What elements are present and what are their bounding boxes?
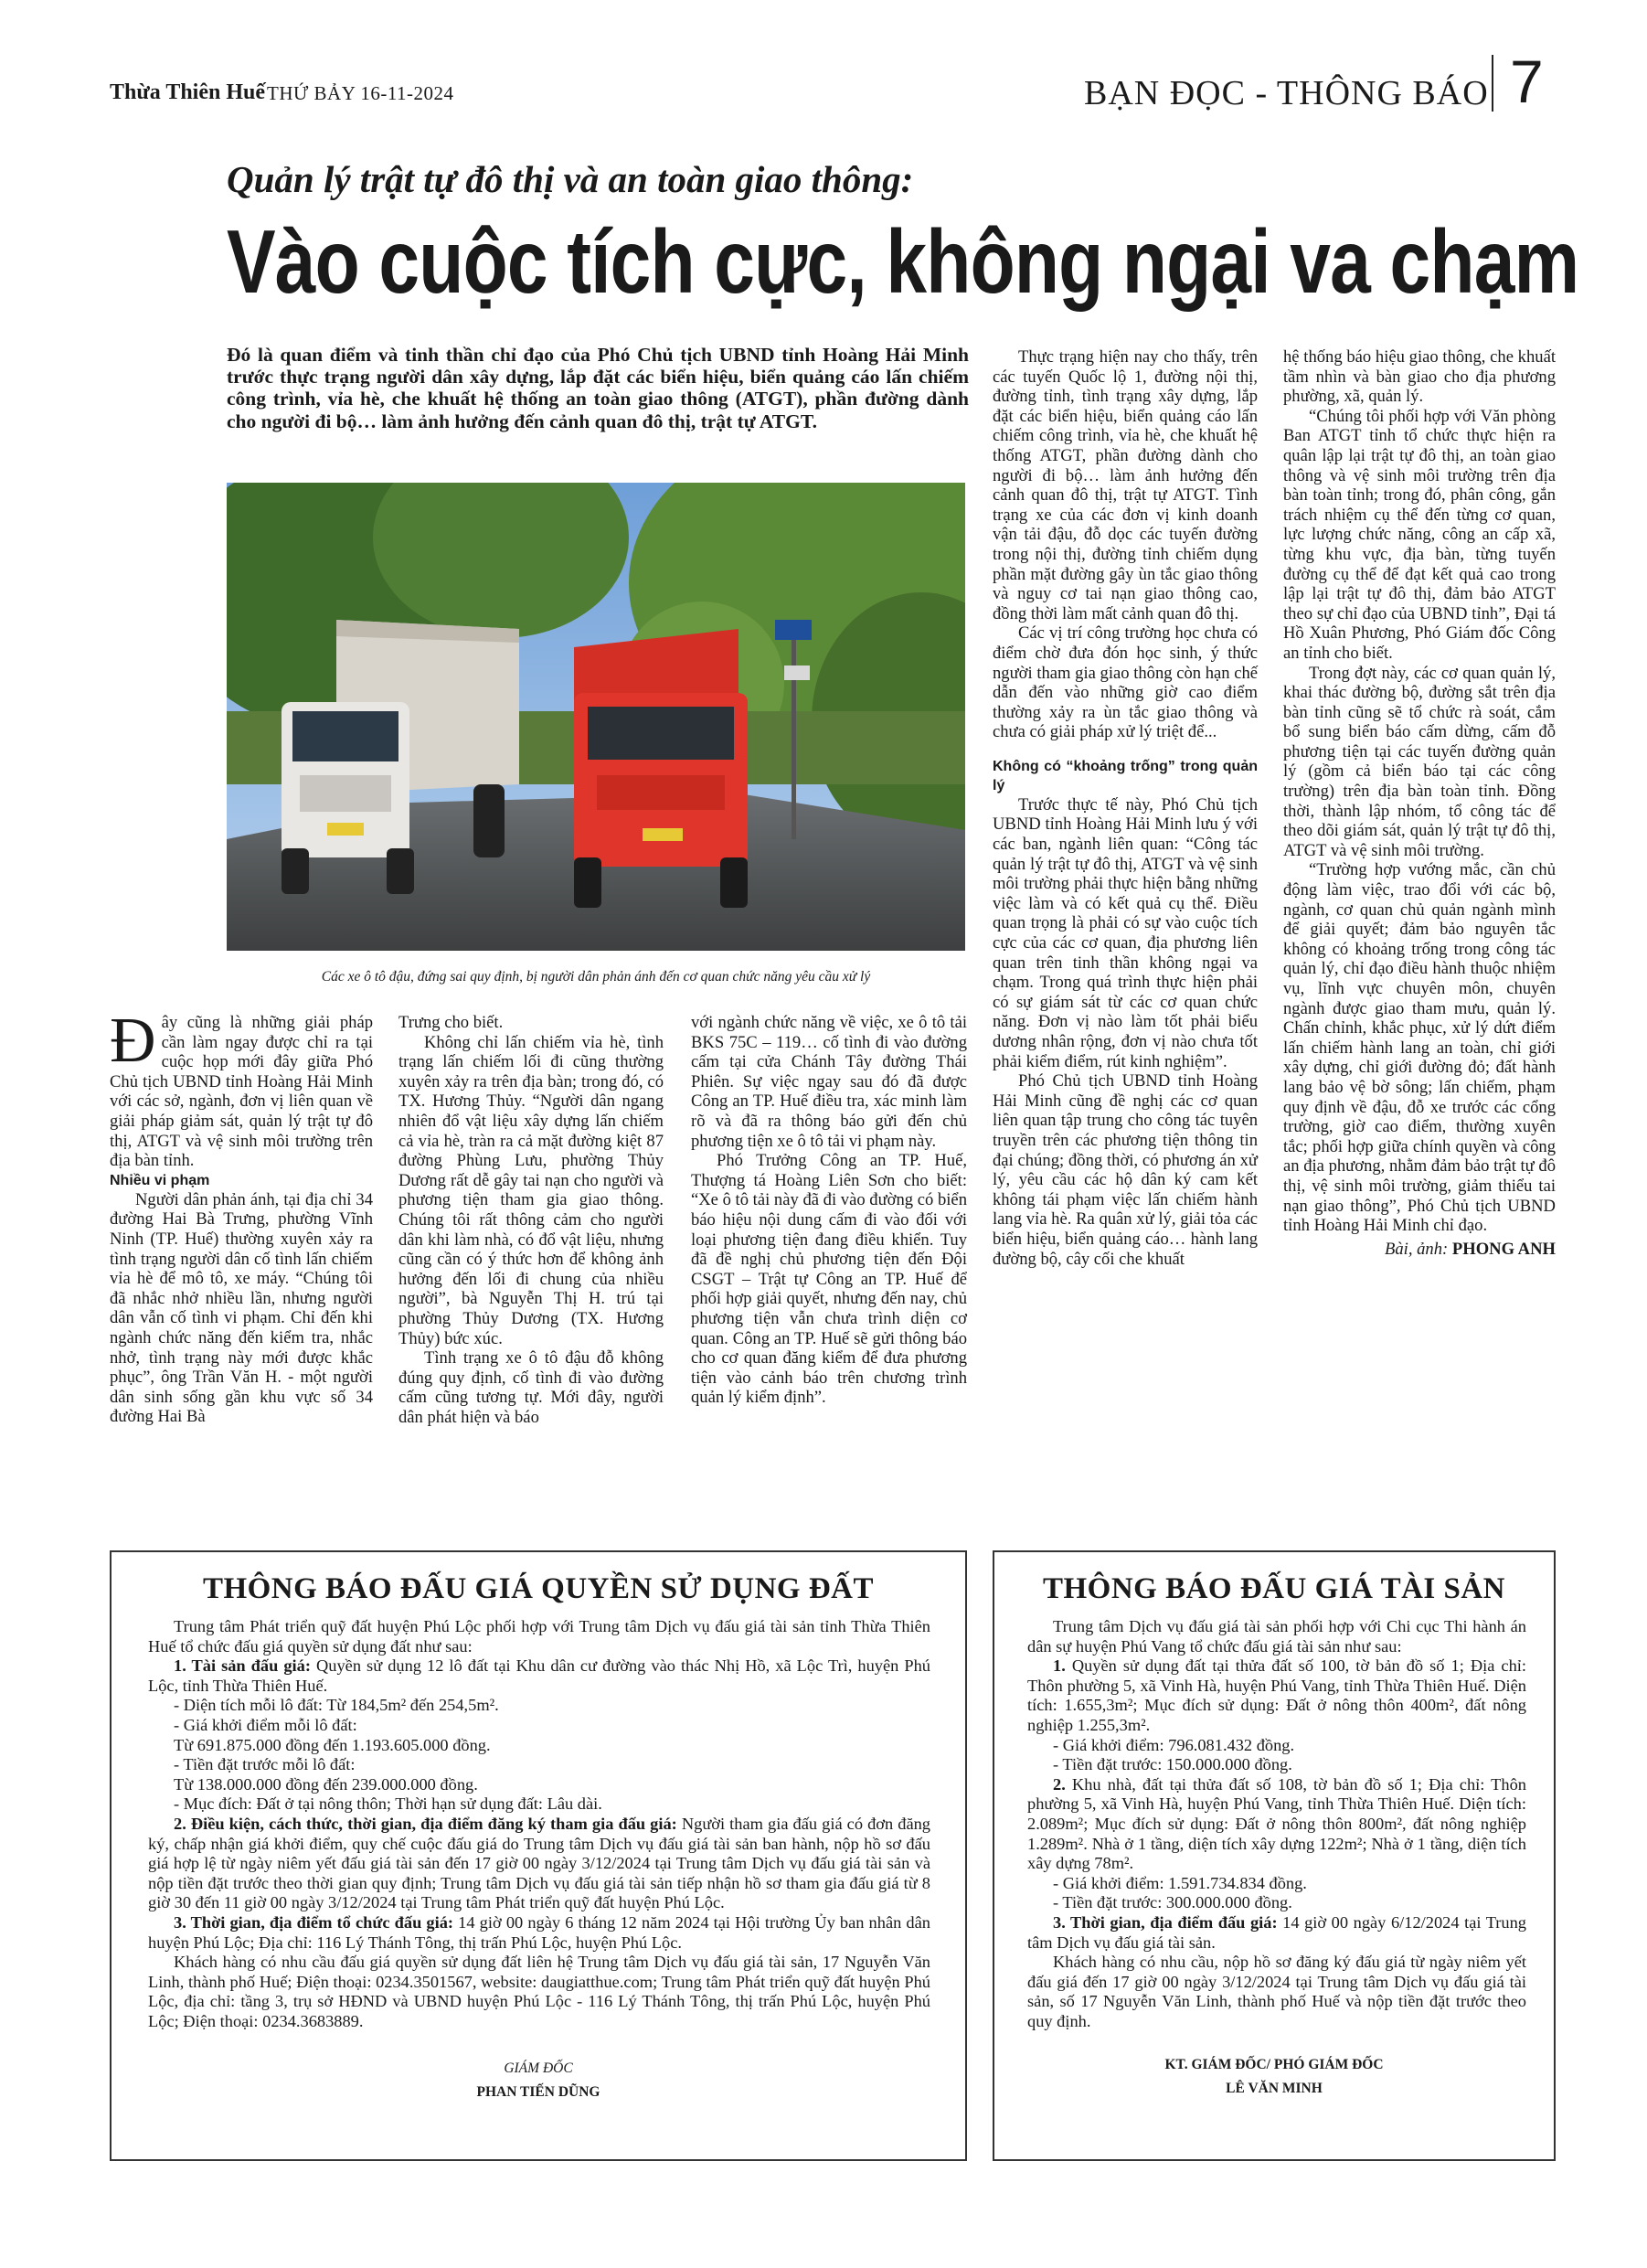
signer-role: GIÁM ĐỐC: [504, 2060, 573, 2077]
article-paragraph: “Chúng tôi phối hợp với Văn phòng Ban ATGT tỉnh tổ chức thực hiện ra quân lập lại trật tự đô thị, an toàn giao thông và vệ sinh môi trường trên địa bàn toàn tỉnh; trong đó, phân công, gắn trách nhiệm cụ thể đến từng cơ quan, lực lượng chức năng, công an cấp xã, từng khu vực, địa bàn, từng tuyến đường cụ thể để đạt kết quả cao trong lập lại trật tự đô thị, đảm bảo ATGT theo sự chỉ đạo của UBND tỉnh”, Đại tá Hồ Xuân Phương, Phó Giám đốc Công an tỉnh cho biết.: [1283, 406, 1556, 663]
byline-label: Bài, ảnh:: [1385, 1239, 1449, 1259]
notice-paragraph: Trung tâm Dịch vụ đấu giá tài sản phối hợp với Chi cục Thi hành án dân sự huyện Phú Vang tổ chức đấu giá tài sản như sau:: [1027, 1617, 1526, 1656]
drop-cap: Đ: [110, 1006, 156, 1076]
notice-line: - Giá khởi điểm: 1.591.734.834 đồng.: [1053, 1873, 1307, 1892]
article-paragraph: ây cũng là những giải pháp cần làm ngay được chỉ ra tại cuộc họp mới đây giữa Phó Chủ tịch UBND tỉnh Hoàng Hải Minh với các sở, ngành, đơn vị liên quan về giải pháp giảm sát, quản lý trật tự đô thị, ATGT và vệ sinh môi trường trên địa bàn tỉnh.: [110, 1013, 373, 1171]
notice-body: [148, 1617, 930, 2031]
article-column-2: [398, 1013, 664, 1427]
notice-line: Từ 691.875.000 đồng đến 1.193.605.000 đồng.: [174, 1735, 491, 1754]
notice-text: Khu nhà, đất tại thửa đất số 108, tờ bản đồ số 1; Địa chỉ: Thôn phường 5, xã Vinh Hà, huyện Phú Vang, tỉnh Thừa Thiên Huế. Diện tích: 2.089m²; Mục đích sử dụng: Đất ở nông thôn 800m², đất nông nghiệp 1.289m². Nhà ở 1 tầng, diện tích xây dựng 122m²; Nhà ở 1 tầng, diện tích xây dựng 78m².: [1027, 1774, 1526, 1873]
notice-signature: [994, 2053, 1554, 2101]
article-lead: Đó là quan điểm và tinh thần chỉ đạo của Phó Chủ tịch UBND tỉnh Hoàng Hải Minh trước thực trạng người dân xây dựng, lắp đặt các biển hiệu, biển quảng cáo lấn chiếm công trình, vỉa hè, che khuất hệ thống an toàn giao thông (ATGT), phần đường dành cho người đi bộ… làm ảnh hưởng đến cảnh quan đô thị, trật tự ATGT.: [227, 344, 969, 432]
trucks-photo-illustration: [227, 483, 965, 951]
article-paragraph: Người dân phản ánh, tại địa chỉ 34 đường Hai Bà Trưng, phường Vĩnh Ninh (TP. Huế) thường xuyên xảy ra tình trạng người dân cố tình lấn chiếm vỉa hè để mô tô, xe máy. “Chúng tôi đã nhắc nhở nhiều lần, nhưng người dân vẫn cố tình vi phạm. Chỉ đến khi ngành chức năng đến kiểm tra, nhắc nhở, tình trạng này mới được khắc phục”, ông Trần Văn H. - một người dân sinh sống gần khu vực số 34 đường Hai Bà: [110, 1189, 373, 1427]
article-paragraph: Trưng cho biết.: [398, 1013, 504, 1032]
signer-name: PHAN TIẾN DŨNG: [476, 2084, 600, 2101]
article-column-1: [110, 1006, 373, 1427]
notice-line: - Tiền đặt trước: 300.000.000 đồng.: [1053, 1893, 1292, 1912]
article-kicker: Quản lý trật tự đô thị và an toàn giao thông:: [227, 158, 914, 200]
signer-role: KT. GIÁM ĐỐC/ PHÓ GIÁM ĐỐC: [1164, 2057, 1384, 2073]
article-paragraph: Trong đợt này, các cơ quan quản lý, khai thác đường bộ, đường sắt trên địa bàn tỉnh cũng sẽ tổ chức rà soát, cắm bổ sung biển báo cấm dừng, cấm đỗ phương tiện tại các tuyến đường quản lý (gồm cả biển báo tại các công trường) trên địa bàn toàn tỉnh. Đồng thời, thành lập nhóm, tổ công tác để theo dõi giám sát, quản lý trật tự đô thị, ATGT và vệ sinh môi trường.: [1283, 663, 1556, 860]
article-column-5: [1283, 347, 1556, 1259]
notice-heading: 1.: [1053, 1656, 1066, 1676]
article-paragraph: Trước thực tế này, Phó Chủ tịch UBND tỉnh Hoàng Hải Minh lưu ý với các ban, ngành liên quan: “Công tác quản lý trật tự đô thị, ATGT và vệ sinh môi trường phải thực hiện bằng những việc làm và có kết quả cụ thể. Điều quan trọng là phải có sự vào cuộc tích cực của các cơ quan, địa phương liên quan trên tinh thần không ngại va chạm. Trong quá trình thực hiện phải có sự giám sát từ các cơ quan chức năng. Đơn vị nào làm tốt phải biểu dương nhân rộng, đơn vị nào chưa tốt phải kiểm điểm, rút kinh nghiệm”.: [993, 794, 1258, 1071]
article-paragraph: Không chỉ lấn chiếm vỉa hè, tình trạng lấn chiếm lối đi cũng thường xuyên xảy ra trên địa bàn; trong đó, có TX. Hương Thủy. “Người dân ngang nhiên đổ vật liệu xây dựng lấn chiếm cả vỉa hè, tràn ra cả mặt đường kiệt 87 đường Phùng Lưu, phường Thủy Dương rất dễ gây tai nạn cho người và phương tiện tham gia giao thông. Chúng tôi rất thông cảm cho người dân khi làm nhà, có đổ vật liệu, nhưng cũng cần có ý thức hơn để không ảnh hưởng đến lối đi chung của nhiều người”, bà Nguyễn Thị H. trú tại phường Thủy Dương (TX. Hương Thủy) bức xúc.: [398, 1032, 664, 1348]
notice-text: Quyền sử dụng đất tại thửa đất số 100, tờ bản đồ số 1; Địa chỉ: Thôn phường 5, xã Vinh Hà, huyện Phú Vang, tỉnh Thừa Thiên Huế. Diện tích: 1.655,3m²; Mục đích sử dụng: Đất ở nông thôn 400m², đất nông nghiệp 1.255,3m².: [1027, 1656, 1526, 1734]
section-title: BẠN ĐỌC - THÔNG BÁO: [1084, 74, 1489, 112]
notice-heading: 3. Thời gian, địa điểm tổ chức đấu giá:: [174, 1912, 454, 1932]
notice-title: THÔNG BÁO ĐẤU GIÁ TÀI SẢN: [1042, 1572, 1506, 1605]
notice-heading: 3. Thời gian, địa điểm đấu giá:: [1053, 1912, 1278, 1932]
signer-name: LÊ VĂN MINH: [1226, 2081, 1323, 2097]
notice-asset-auction: [993, 1550, 1556, 2161]
article-paragraph: hệ thống báo hiệu giao thông, che khuất tầm nhìn và bàn giao cho địa phương phường, xã, quản lý.: [1283, 347, 1556, 407]
article-headline: Vào cuộc tích cực, không ngại va chạm: [227, 211, 1579, 312]
header-divider: [1492, 55, 1493, 112]
article-paragraph: Phó Trưởng Công an TP. Huế, Thượng tá Hoàng Liên Sơn cho biết: “Xe ô tô tải này đã đi vào đường có biển báo hiệu nội dung cấm đi vào đối với loại phương tiện đang điều khiển. Tuy đã đề nghị chủ phương tiện đến Đội CSGT – Trật tự Công an TP. Huế để phối hợp giải quyết, nhưng đến nay, chủ phương tiện vẫn chưa trình diện cơ quan. Công an TP. Huế sẽ gửi thông báo cho cơ quan đăng kiểm để đưa phương tiện vào cảnh báo trên chương trình quản lý kiểm định”.: [691, 1151, 967, 1408]
notice-text: Người tham gia đấu giá có đơn đăng ký, chấp nhận giá khởi điểm, quy chế cuộc đấu giá do Trung tâm Dịch vụ đấu giá tài sản ban hành, nộp hồ sơ đấu giá hợp lệ từ ngày niêm yết đấu giá tài sản đến 17 giờ 00 ngày 3/12/2024 tại Trung tâm Dịch vụ đấu giá tài sản và nộp tiền đặt trước theo thời gian quy định; Trung tâm Dịch vụ đấu giá tài sản tiếp nhận hồ sơ tham gia đấu giá từ 8 giờ 30 đến 11 giờ 00 ngày 3/12/2024 tại Trung tâm Phát triển quỹ đất huyện Phú Lộc.: [148, 1814, 930, 1912]
notice-text: Quyền sử dụng 12 lô đất tại Khu dân cư đường vào thác Nhị Hồ, xã Lộc Trì, huyện Phú Lộc, tỉnh Thừa Thiên Huế.: [148, 1656, 930, 1695]
notice-line: - Mục đích: Đất ở tại nông thôn; Thời hạn sử dụng đất: Lâu dài.: [174, 1794, 602, 1814]
notice-paragraph: Khách hàng có nhu cầu, nộp hồ sơ đăng ký đấu giá từ ngày niêm yết đấu giá đến 17 giờ 00 ngày 3/12/2024 tại Trung tâm Dịch vụ đấu giá tài sản, số 17 Nguyễn Văn Linh, thành phố Huế và nộp tiền đặt trước theo quy định.: [1027, 1953, 1526, 2030]
notice-text: 14 giờ 00 ngày 6/12/2024 tại Trung tâm Dịch vụ đấu giá tài sản.: [1027, 1912, 1526, 1952]
notice-line: - Tiền đặt trước: 150.000.000 đồng.: [1053, 1755, 1292, 1774]
article-paragraph: Các vị trí công trường học chưa có điểm chờ đưa đón học sinh, ý thức người tham gia giao thông còn hạn chế dẫn đến vào những giờ cao điểm thường xảy ra ùn tắc giao thông và chưa có giải pháp xử lý triệt để...: [993, 623, 1258, 742]
article-paragraph: “Trường hợp vướng mắc, cần chủ động làm việc, trao đổi với các bộ, ngành, cơ quan chủ quản ngành mình để giải quyết; đảm bảo nguyên tắc không có khoảng trống trong công tác quản lý, chỉ đạo điều hành thuộc nhiệm vụ, lĩnh vực chuyên môn, chuyên ngành được giao tham mưu, quản lý. Chấn chỉnh, khắc phục, xử lý dứt điểm lấn chiếm hành lang an toàn, chỉ giới xây dựng, chỉ giới đường đỏ; đất hành lang bảo vệ bờ sông; lấn chiếm, phạm quy định về đậu, đỗ xe trước các cổng trường, giờ cao điểm, thường xuyên tắc; phối hợp giữa chính quyền và công an địa phương, nhằm đảm bảo trật tự đô thị, vệ sinh môi trường, giảm thiểu tai nạn giao thông”, Phó Chủ tịch UBND tỉnh Hoàng Hải Minh chỉ đạo.: [1283, 860, 1556, 1236]
notice-heading: 2.: [1053, 1774, 1066, 1794]
article-paragraph: Thực trạng hiện nay cho thấy, trên các tuyến Quốc lộ 1, đường nội thị, đường tỉnh, tình trạng xây dựng, lắp đặt các biển hiệu, biển quảng cáo lấn chiếm công trình, vỉa hè, che khuất hệ thống ATGT, phần đường dành cho người đi bộ… làm ảnh hưởng đến cảnh quan đô thị, trật tự ATGT. Tình trạng xe của các đơn vị kinh doanh vận tải đậu, đỗ dọc các tuyến đường trong nội thị, đường tỉnh chiếm dụng phần mặt đường gây ùn tắc giao thông và nguy cơ tai nạn giao thông cao, đồng thời làm mất cảnh quan đô thị.: [993, 347, 1258, 623]
issue-date: THỨ BẢY 16-11-2024: [267, 82, 454, 104]
notice-line: - Tiền đặt trước mỗi lô đất:: [174, 1755, 356, 1774]
notice-text: 14 giờ 00 ngày 6 tháng 12 năm 2024 tại Hội trường Ủy ban nhân dân huyện Phú Lộc; Địa chỉ: 116 Lý Thánh Tông, thị trấn Phú Lộc, huyện Phú Lộc.: [148, 1912, 930, 1952]
article-column-3: [691, 1013, 967, 1408]
subheading-no-gaps: Không có “khoảng trống” trong quản lý: [993, 758, 1258, 793]
notice-line: - Giá khởi điểm mỗi lô đất:: [174, 1715, 357, 1734]
notice-paragraph: Trung tâm Phát triển quỹ đất huyện Phú Lộc phối hợp với Trung tâm Dịch vụ đấu giá tài sản tỉnh Thừa Thiên Huế tổ chức đấu giá quyền sử dụng đất như sau:: [148, 1617, 930, 1656]
notice-body: [1027, 1617, 1526, 2031]
article-paragraph: Phó Chủ tịch UBND tỉnh Hoàng Hải Minh cũng đề nghị các cơ quan liên quan tập trung cho công tác tuyên truyền trên các phương tiện thông tin đại chúng; đồng thời, có phương án xử lý, yêu cầu các hộ dân ký cam kết không tái phạm việc lấn chiếm hành lang vỉa hè. Ra quân xử lý, giải tỏa các biển hiệu, biển quảng cáo… hành lang đường bộ, cây cối che khuất: [993, 1071, 1258, 1269]
notice-line: - Diện tích mỗi lô đất: Từ 184,5m² đến 254,5m².: [174, 1696, 499, 1715]
notice-land-auction: [110, 1550, 967, 2161]
photo-caption: Các xe ô tô đậu, đứng sai quy định, bị người dân phản ánh đến cơ quan chức năng yêu cầu xử lý: [321, 969, 871, 985]
newspaper-name: Thừa Thiên Huế: [110, 80, 266, 104]
byline-author: PHONG ANH: [1451, 1239, 1556, 1259]
notice-line: - Giá khởi điểm: 796.081.432 đồng.: [1053, 1735, 1295, 1754]
notice-paragraph: Khách hàng có nhu cầu đấu giá quyền sử dụng đất liên hệ Trung tâm Dịch vụ đấu giá tài sản, 17 Nguyễn Văn Linh, thành phố Huế; Điện thoại: 0234.3501567, website: daugiatthue.com; Trung tâm Phát triển quỹ đất huyện Phú Lộc, địa chỉ: tầng 3, trụ sở HĐND và UBND huyện Phú Lộc - 116 Lý Thánh Tông, thị trấn Phú Lộc, huyện Phú Lộc; Điện thoại: 0234.3683889.: [148, 1953, 930, 2030]
red-truck: [574, 629, 748, 908]
article-byline: [1283, 1240, 1556, 1260]
article-photo: [227, 483, 965, 951]
subheading-violations: Nhiều vi phạm: [110, 1172, 210, 1188]
article-paragraph: với ngành chức năng về việc, xe ô tô tải BKS 75C – 119… cố tình đi vào đường cấm tại cửa Chánh Tây đường Thái Phiên. Sự việc ngay sau đó đã được Công an TP. Huế điều tra, xác minh làm rõ và đã ra thông báo gửi đến chủ phương tiện xe ô tô tải vi phạm này.: [691, 1013, 967, 1151]
page-number: 7: [1510, 48, 1544, 115]
article-paragraph: Tình trạng xe ô tô đậu đỗ không đúng quy định, cố tình đi vào đường cấm cũng tương tự. Mới đây, người dân phát hiện và báo: [398, 1348, 664, 1427]
notice-line: Từ 138.000.000 đồng đến 239.000.000 đồng.: [174, 1774, 478, 1794]
notice-title: THÔNG BÁO ĐẤU GIÁ QUYỀN SỬ DỤNG ĐẤT: [202, 1572, 875, 1605]
article-column-4: [993, 347, 1258, 1269]
notice-signature: [112, 2057, 965, 2104]
notice-heading: 1. Tài sản đấu giá:: [174, 1656, 311, 1676]
notice-heading: 2. Điều kiện, cách thức, thời gian, địa điểm đăng ký tham gia đấu giá:: [174, 1814, 677, 1833]
